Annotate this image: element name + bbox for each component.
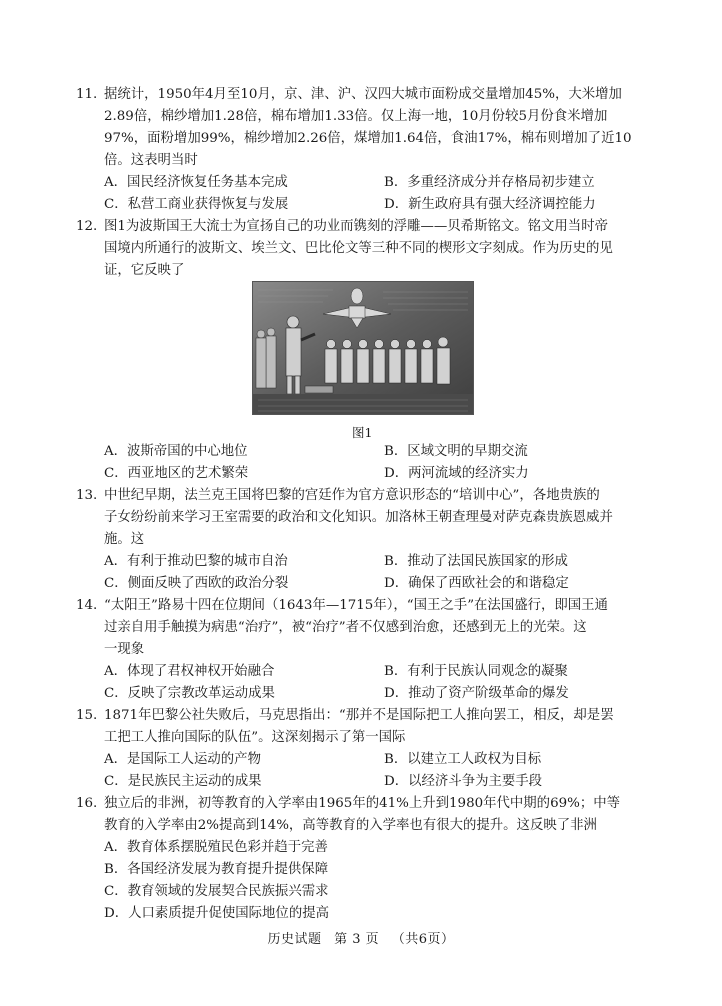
option-c[interactable]: C．反映了宗教改革运动成果 (104, 686, 275, 701)
stem-line: 教育的入学率由2%提高到14%，高等教育的入学率也有很大的提升。这反映了非洲 (104, 818, 597, 833)
question-stem (104, 84, 676, 172)
option-b[interactable]: B．有利于民族认同观念的凝聚 (384, 664, 568, 679)
option-d[interactable]: D．推动了资产阶级革命的爆发 (384, 686, 569, 701)
options (104, 749, 676, 793)
stem-line: 子女纷纷前来学习王室需要的政治和文化知识。加洛林王朝查理曼对萨克森贵族恩威并 (104, 510, 613, 525)
options (104, 551, 676, 595)
option-a[interactable]: A．体现了君权神权开始融合 (104, 664, 275, 679)
behistun-relief-image (252, 281, 474, 415)
stem-line: 中世纪早期，法兰克王国将巴黎的宫廷作为官方意识形态的“培训中心”，各地贵族的 (104, 488, 600, 503)
question-number: 14. (76, 598, 98, 613)
option-a[interactable]: A．有利于推动巴黎的城市自治 (104, 554, 288, 569)
option-c[interactable]: C．教育领域的发展契合民族振兴需求 (104, 884, 329, 899)
options (104, 837, 676, 925)
page-footer (0, 928, 722, 947)
stem-line: 一现象 (104, 642, 145, 657)
relief-illustration (253, 282, 473, 414)
question-11 (76, 84, 676, 216)
option-d[interactable]: D．两河流域的经济实力 (384, 466, 529, 481)
stem-line: 过亲自用手触摸为病患“治疗”，被“治疗”者不仅感到治愈，还感到无上的光荣。这 (104, 620, 587, 635)
question-stem (104, 485, 676, 551)
question-number: 11. (76, 87, 98, 102)
option-c[interactable]: C．私营工商业获得恢复与发展 (104, 197, 289, 212)
stem-line: 2.89倍，棉纱增加1.28倍，棉布增加1.33倍。仅上海一地，10月份较5月份食米增加 (104, 109, 608, 124)
option-a[interactable]: A．国民经济恢复任务基本完成 (104, 175, 288, 190)
footer-total: （共6页） (391, 932, 455, 947)
stem-line: 97%，面粉增加99%，棉纱增加2.26倍，煤增加1.64倍，食油17%，棉布则增加了近10 (104, 131, 632, 146)
footer-page: 第 3 页 (334, 932, 380, 947)
option-a[interactable]: A．波斯帝国的中心地位 (104, 444, 248, 459)
option-b[interactable]: B．各国经济发展为教育提升提供保障 (104, 862, 329, 877)
stem-line: 据统计，1950年4月至10月，京、津、沪、汉四大城市面粉成交量增加45%，大米增加 (104, 87, 622, 102)
stem-line: 图1为波斯国王大流士为宣扬自己的功业而镌刻的浮雕——贝希斯铭文。铭文用当时帝 (104, 219, 608, 234)
stem-line: 1871年巴黎公社失败后，马克思指出：“那并不是国际把工人推向罢工，相反，却是罢 (104, 708, 614, 723)
option-c[interactable]: C．侧面反映了西欧的政治分裂 (104, 576, 289, 591)
option-a[interactable]: A．是国际工人运动的产物 (104, 752, 261, 767)
stem-line: 工把工人推向国际的队伍”。这深刻揭示了第一国际 (104, 730, 406, 745)
question-15 (76, 705, 676, 793)
stem-line: “太阳王”路易十四在位期间（1643年—1715年），“国王之手”在法国盛行，即国王通 (104, 598, 608, 613)
question-16 (76, 793, 676, 925)
options (104, 661, 676, 705)
question-number: 13. (76, 488, 98, 503)
option-d[interactable]: D．以经济斗争为主要手段 (384, 774, 543, 789)
stem-line: 倍。这表明当时 (104, 153, 198, 168)
question-13 (76, 485, 676, 595)
option-b[interactable]: B．区域文明的早期交流 (384, 444, 528, 459)
question-12-options (76, 441, 676, 485)
option-c[interactable]: C．是民族民主运动的成果 (104, 774, 262, 789)
question-number: 15. (76, 708, 98, 723)
option-d[interactable]: D．新生政府具有强大经济调控能力 (384, 197, 596, 212)
stem-line: 国境内所通行的波斯文、埃兰文、巴比伦文等三种不同的楔形文字刻成。作为历史的见 (104, 241, 613, 256)
stem-line: 施。这 (104, 532, 145, 547)
stem-line: 独立后的非洲，初等教育的入学率由1965年的41%上升到1980年代中期的69%；中等 (104, 796, 621, 811)
figure-caption: 图1 (352, 425, 373, 440)
question-12 (76, 216, 676, 282)
option-d[interactable]: D．人口素质提升促使国际地位的提高 (104, 906, 329, 921)
option-b[interactable]: B．推动了法国民族国家的形成 (384, 554, 568, 569)
question-number: 16. (76, 796, 98, 811)
option-b[interactable]: B．以建立工人政权为目标 (384, 752, 542, 767)
options (104, 441, 676, 485)
option-d[interactable]: D．确保了西欧社会的和谐稳定 (384, 576, 569, 591)
option-a[interactable]: A．教育体系摆脱殖民色彩并趋于完善 (104, 840, 328, 855)
question-stem (104, 793, 676, 837)
stem-line: 证，它反映了 (104, 263, 185, 278)
footer-subject: 历史试题 (267, 932, 322, 947)
question-stem (104, 705, 676, 749)
option-c[interactable]: C．西亚地区的艺术繁荣 (104, 466, 249, 481)
question-stem (104, 595, 676, 661)
question-stem (104, 216, 676, 282)
option-b[interactable]: B．多重经济成分并存格局初步建立 (384, 175, 595, 190)
question-14 (76, 595, 676, 705)
options (104, 172, 676, 216)
question-number: 12. (76, 219, 98, 234)
